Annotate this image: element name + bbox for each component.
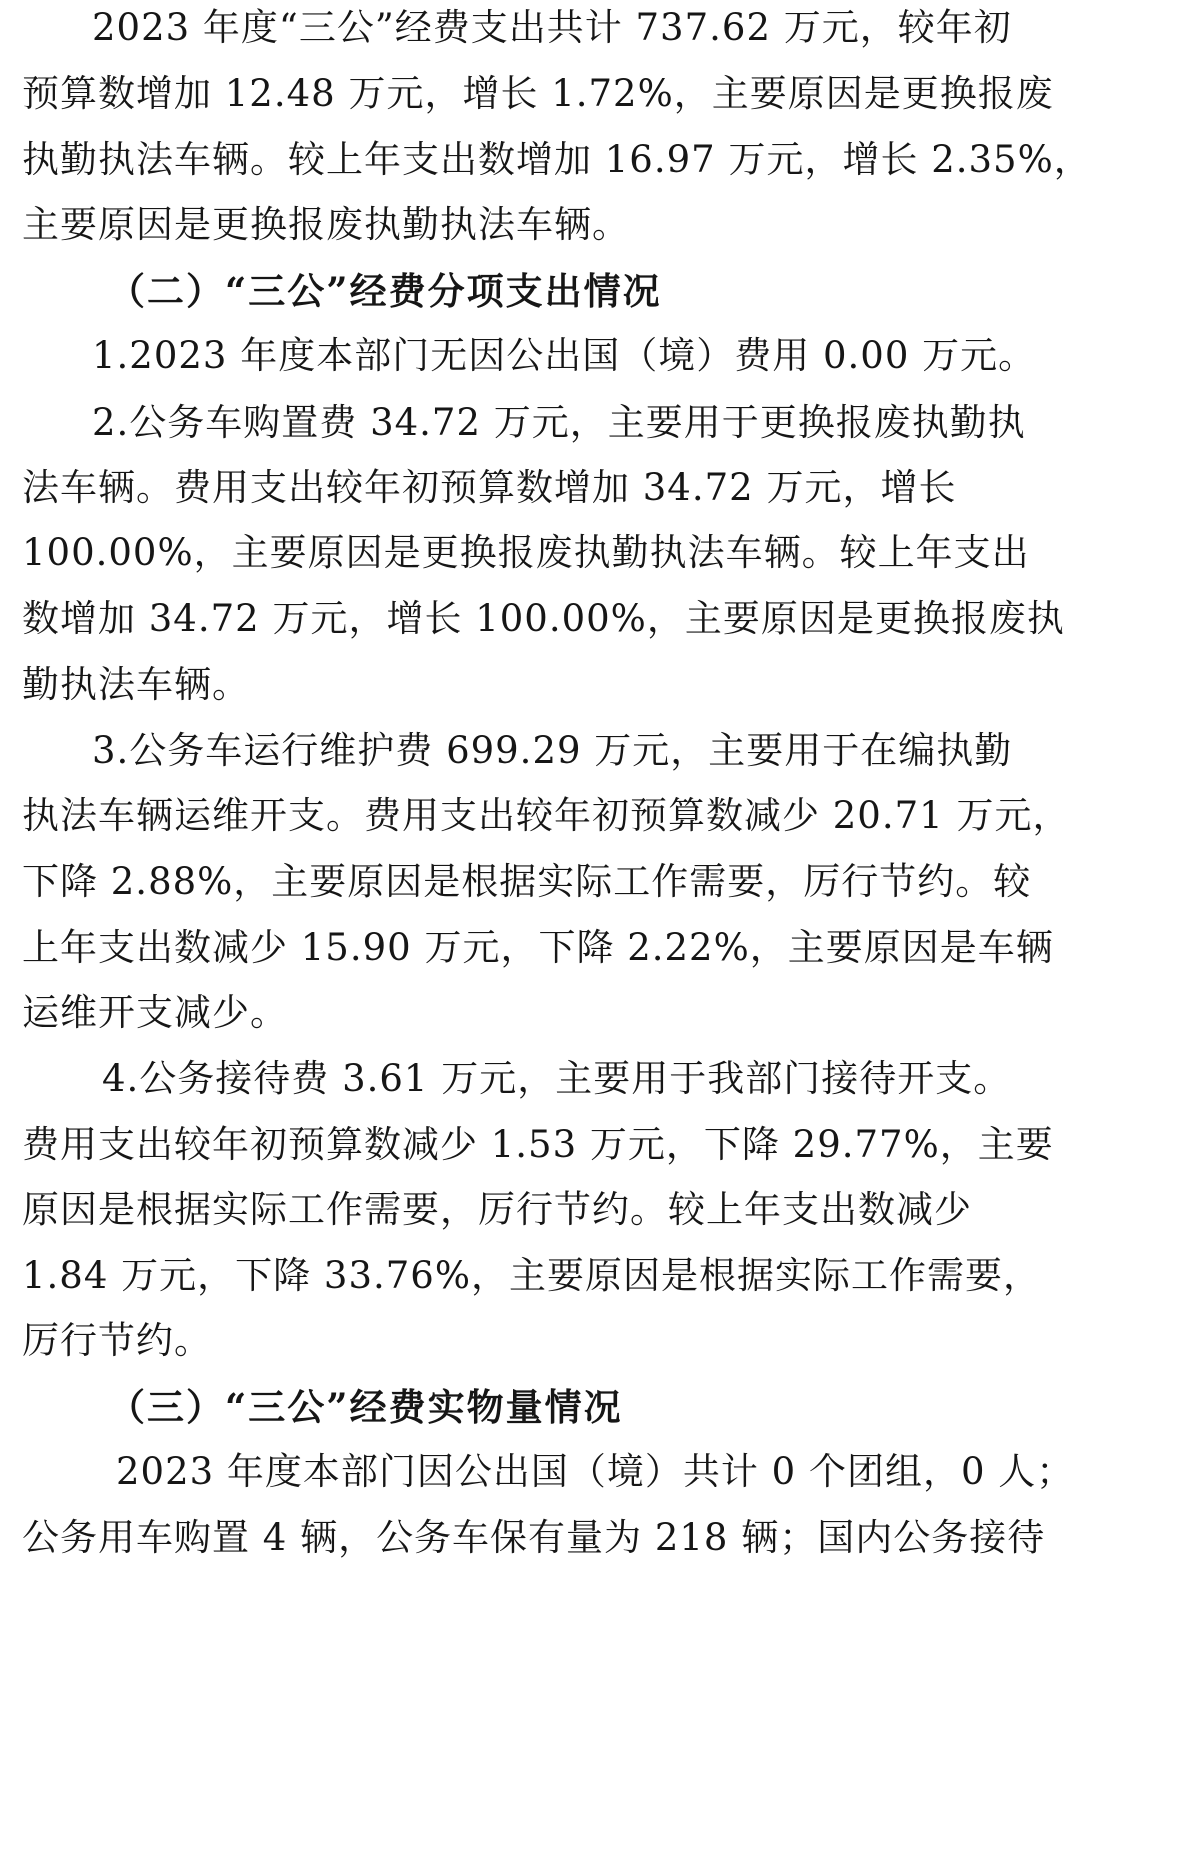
paragraph-line: 100.00%，主要原因是更换报废执勤执法车辆。较上年支出 — [22, 531, 1030, 574]
paragraph-line: 执勤执法车辆。较上年支出数增加 16.97 万元，增长 2.35%， — [22, 138, 1092, 181]
paragraph-line: 原因是根据实际工作需要，厉行节约。较上年支出数减少 — [22, 1188, 972, 1231]
paragraph-line: 2023 年度本部门因公出国（境）共计 0 个团组，0 人； — [116, 1450, 1075, 1493]
paragraph-line: 预算数增加 12.48 万元，增长 1.72%，主要原因是更换报废 — [22, 72, 1054, 115]
paragraph-line: 运维开支减少。 — [22, 991, 288, 1034]
paragraph-line: 勤执法车辆。 — [22, 663, 250, 706]
paragraph-line: 1.2023 年度本部门无因公出国（境）费用 0.00 万元。 — [92, 334, 1037, 377]
paragraph-line: 4.公务接待费 3.61 万元，主要用于我部门接待开支。 — [102, 1057, 1012, 1100]
paragraph-line: 主要原因是更换报废执勤执法车辆。 — [22, 203, 630, 246]
paragraph-line: 公务用车购置 4 辆，公务车保有量为 218 辆；国内公务接待 — [22, 1516, 1046, 1559]
section-heading: （二）“三公”经费分项支出情况 — [108, 269, 662, 313]
paragraph-line: 2023 年度“三公”经费支出共计 737.62 万元，较年初 — [92, 6, 1012, 49]
paragraph-line: 费用支出较年初预算数减少 1.53 万元，下降 29.77%，主要 — [22, 1123, 1054, 1166]
paragraph-line: 厉行节约。 — [22, 1319, 212, 1362]
paragraph-line: 数增加 34.72 万元，增长 100.00%，主要原因是更换报废执 — [22, 597, 1065, 640]
paragraph-line: 执法车辆运维开支。费用支出较年初预算数减少 20.71 万元， — [22, 794, 1071, 837]
paragraph-line: 法车辆。费用支出较年初预算数增加 34.72 万元，增长 — [22, 466, 957, 509]
paragraph-line: 下降 2.88%，主要原因是根据实际工作需要，厉行节约。较 — [22, 860, 1032, 903]
paragraph-line: 3.公务车运行维护费 699.29 万元，主要用于在编执勤 — [92, 729, 1013, 772]
paragraph-line: 1.84 万元，下降 33.76%，主要原因是根据实际工作需要， — [22, 1254, 1041, 1297]
paragraph-line: 2.公务车购置费 34.72 万元，主要用于更换报废执勤执 — [92, 401, 1026, 444]
section-heading: （三）“三公”经费实物量情况 — [108, 1385, 623, 1429]
paragraph-line: 上年支出数减少 15.90 万元，下降 2.22%，主要原因是车辆 — [22, 926, 1054, 969]
